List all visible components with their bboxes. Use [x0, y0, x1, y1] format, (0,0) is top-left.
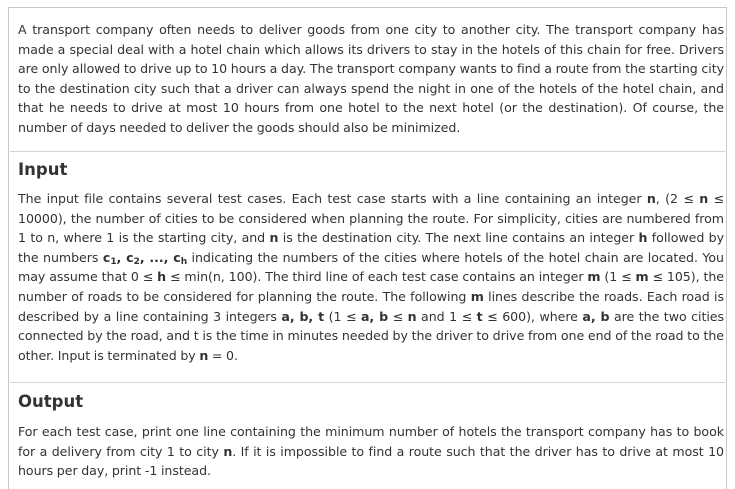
input-heading: Input: [18, 160, 68, 179]
input-description: The input file contains several test cases. Each test case starts with a line containing an integer n, (2 ≤ n ≤ 10000), the number of cities to be considered when planning the route. For simplicity, cities are numbered from 1 to n, where 1 is the starting city, and n is the destination city. The next line contains an integer h followed by the numbers $c_1$, $c_2$, ..., $c_h$ indicating the numbers of the cities where hotels of the hotel chain are located. You may assume that 0 ≤ h ≤ min(n, 100). The third line of each test case contains an integer m (1 ≤ m ≤ 105), the number of roads to be considered for planning the route. The following m lines describe the roads. Each road is described by a line containing 3 integers a, b, t (1 ≤ a, b ≤ n and 1 ≤ t ≤ 600), where a, b are the two cities connected by the road, and t is the time in minutes needed by the driver to drive from one end of the road to the other. Input is terminated by n = 0.: [18, 191, 725, 363]
output-description: For each test case, print one line containing the minimum number of hotels the transport company has to book for a delivery from city 1 to city n. If it is impossible to find a route such that the driver has to drive at most 10 hours per day, print -1 instead.: [18, 424, 725, 479]
output-heading: Output: [18, 392, 84, 411]
section-divider: [10, 382, 725, 383]
section-divider: [10, 151, 725, 152]
problem-description: A transport company often needs to deliver goods from one city to another city. The transport company has made a special deal with a hotel chain which allows its drivers to stay in the hotels of this chain for free. Drivers are only allowed to drive up to 10 hours a day. The transport company wants to find a route from the starting city to the destination city such that a driver can always spend the night in one of the hotels of the hotel chain, and that he needs to drive at most 10 hours from one hotel to the next hotel (or the destination). Of course, the number of days needed to deliver the goods should also be minimized.: [18, 22, 724, 135]
